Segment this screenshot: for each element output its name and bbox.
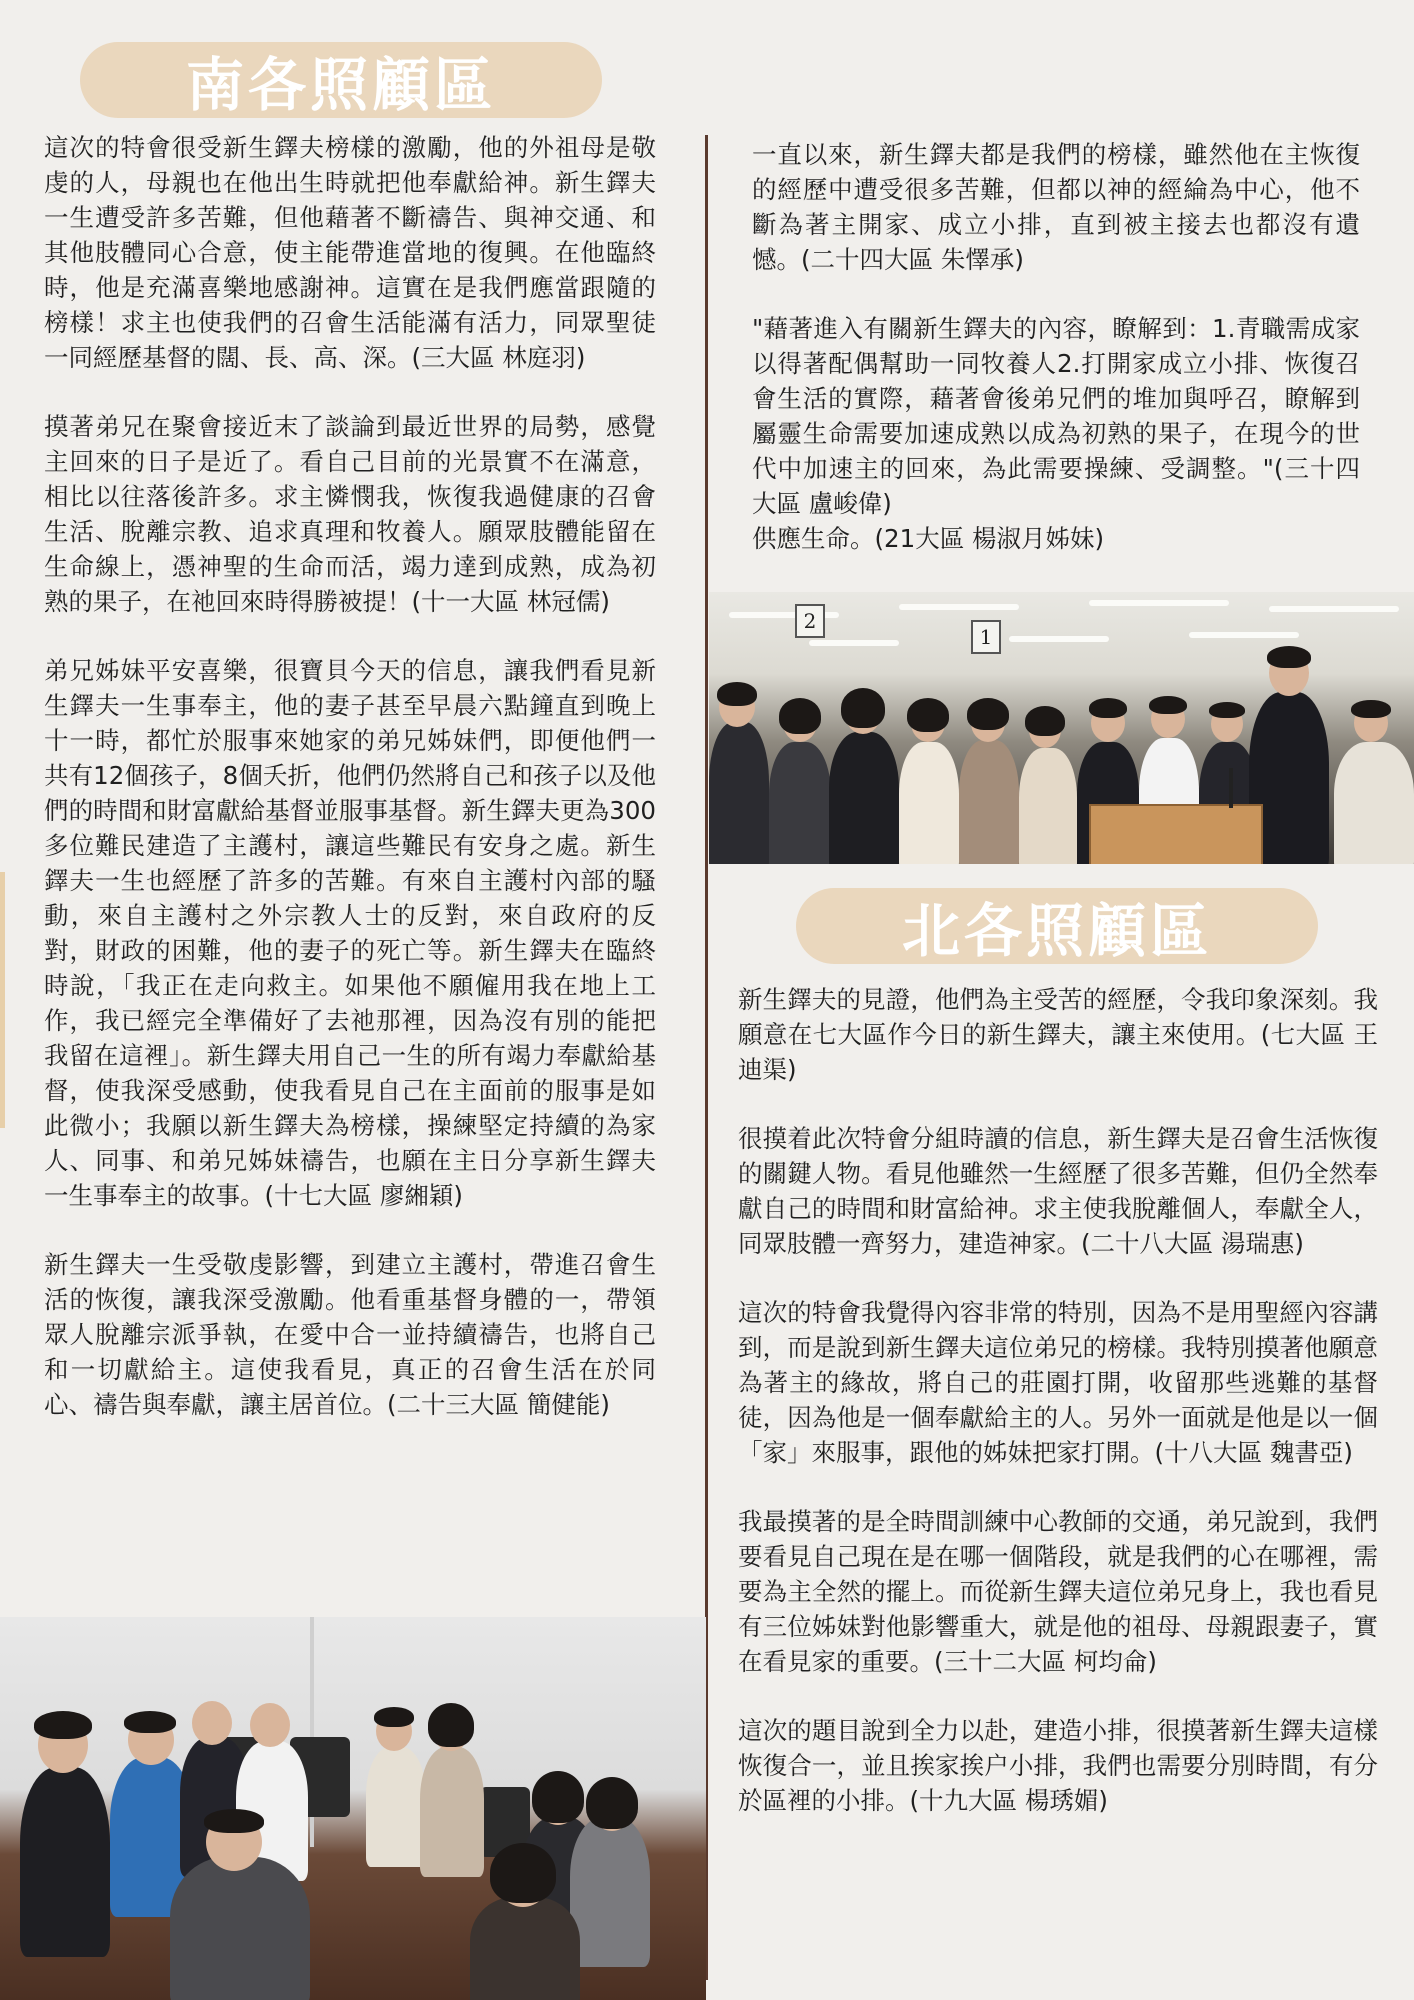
testimony-paragraph: 我最摸著的是全時間訓練中心教師的交通，弟兄說到，我們要看見自己現在是在哪一個階段，就是我們的心在哪裡，需要為主全然的擺上。而從新生鐸夫這位弟兄身上，我也看見有三位姊妹對他影響重大，就是他的祖母、母親跟妻子，實在看見家的重要。(三十二大區 柯均侖) xyxy=(738,1507,1378,1676)
south-testimonies xyxy=(44,130,656,1456)
edge-accent-bar xyxy=(0,872,5,1128)
testimony-paragraph: 摸著弟兄在聚會接近末了談論到最近世界的局勢，感覺主回來的日子是近了。看自己目前的光景實不在滿意，相比以往落後許多。求主憐憫我，恢復我過健康的召會生活、脫離宗教、追求真理和牧養人。願眾肢體能留在生命線上，憑神聖的生命而活，竭力達到成熟，成為初熟的果子，在祂回來時得勝被提！(十一大區 林冠儒) xyxy=(44,412,656,616)
north-section-title: 北各照顧區 xyxy=(796,888,1318,964)
north-testimonies xyxy=(738,982,1378,1852)
testimony-paragraph: 這次的特會很受新生鐸夫榜樣的激勵，他的外祖母是敬虔的人，母親也在他出生時就把他奉獻給神。新生鐸夫一生遭受許多苦難，但他藉著不斷禱告、與神交通、和其他肢體同心合意，使主能帶進當地的復興。在他臨終時，他是充滿喜樂地感謝神。這實在是我們應當跟隨的榜樣！求主也使我們的召會生活能滿有活力，同眾聖徒一同經歷基督的闊、長、高、深。(三大區 林庭羽) xyxy=(44,133,656,372)
testimony-paragraph: "藉著進入有關新生鐸夫的內容，瞭解到：1.青職需成家以得著配偶幫助一同牧養人2.打開家成立小排、恢復召會生活的實際，藉著會後弟兄們的堆加與呼召，瞭解到屬靈生命需要加速成熟以成為初熟的果子，在現今的世代中加速主的回來，為此需要操練、受調整。"(三十四大區 盧峻偉) 供應生命。(21大區 楊淑月姊妹) xyxy=(752,314,1360,553)
meeting-hall-photo xyxy=(709,592,1414,864)
sign-number: 2 xyxy=(795,604,825,638)
sign-number: 1 xyxy=(971,620,1001,654)
testimony-paragraph: 一直以來，新生鐸夫都是我們的榜樣，雖然他在主恢復的經歷中遭受很多苦難，但都以神的經綸為中心，他不斷為著主開家、成立小排，直到被主接去也都沒有遺憾。(二十四大區 朱懌承) xyxy=(752,140,1360,274)
group-sharing-photo xyxy=(0,1617,706,2000)
testimony-paragraph: 很摸着此次特會分組時讀的信息，新生鐸夫是召會生活恢復的關鍵人物。看見他雖然一生經歷了很多苦難，但仍全然奉獻自己的時間和財富給神。求主使我脫離個人，奉獻全人，同眾肢體一齊努力，建造神家。(二十八大區 湯瑞惠) xyxy=(738,1124,1378,1258)
testimony-paragraph: 這次的題目說到全力以赴，建造小排，很摸著新生鐸夫這樣恢復合一，並且挨家挨户小排，我們也需要分別時間，有分於區裡的小排。(十九大區 楊琇媚) xyxy=(738,1716,1378,1815)
testimony-paragraph: 新生鐸夫的見證，他們為主受苦的經歷，令我印象深刻。我願意在七大區作今日的新生鐸夫，讓主來使用。(七大區 王迪渠) xyxy=(738,985,1378,1084)
right-top-testimonies xyxy=(752,137,1360,590)
south-section-title: 南各照顧區 xyxy=(80,42,602,118)
testimony-paragraph: 這次的特會我覺得內容非常的特別，因為不是用聖經內容講到，而是說到新生鐸夫這位弟兄的榜樣。我特別摸著他願意為著主的緣故，將自己的莊園打開，收留那些逃難的基督徒，因為他是一個奉獻給主的人。另外一面就是他是以一個「家」來服事，跟他的姊妹把家打開。(十八大區 魏書亞) xyxy=(738,1298,1378,1467)
testimony-paragraph: 弟兄姊妹平安喜樂，很寶貝今天的信息，讓我們看見新生鐸夫一生事奉主，他的妻子甚至早晨六點鐘直到晚上十一時，都忙於服事來她家的弟兄姊妹們，即便他們一共有12個孩子，8個夭折，他們仍然將自己和孩子以及他們的時間和財富獻給基督並服事基督。新生鐸夫更為300多位難民建造了主護村，讓這些難民有安身之處。新生鐸夫一生也經歷了許多的苦難。有來自主護村內部的騷動，來自主護村之外宗教人士的反對，來自政府的反對，財政的困難，他的妻子的死亡等。新生鐸夫在臨終時說，「我正在走向救主。如果他不願僱用我在地上工作，我已經完全準備好了去祂那裡，因為沒有別的能把我留在這裡」。新生鐸夫用自己一生的所有竭力奉獻給基督，使我深受感動，使我看見自己在主面前的服事是如此微小；我願以新生鐸夫為榜樣，操練堅定持續的為家人、同事、和弟兄姊妹禱告，也願在主日分享新生鐸夫一生事奉主的故事。(十七大區 廖緗穎) xyxy=(44,656,656,1210)
testimony-paragraph: 新生鐸夫一生受敬虔影響，到建立主護村，帶進召會生活的恢復，讓我深受激勵。他看重基督身體的一，帶領眾人脫離宗派爭執，在愛中合一並持續禱告，也將自己和一切獻給主。這使我看見，真正的召會生活在於同心、禱告與奉獻，讓主居首位。(二十三大區 簡健能) xyxy=(44,1250,656,1419)
